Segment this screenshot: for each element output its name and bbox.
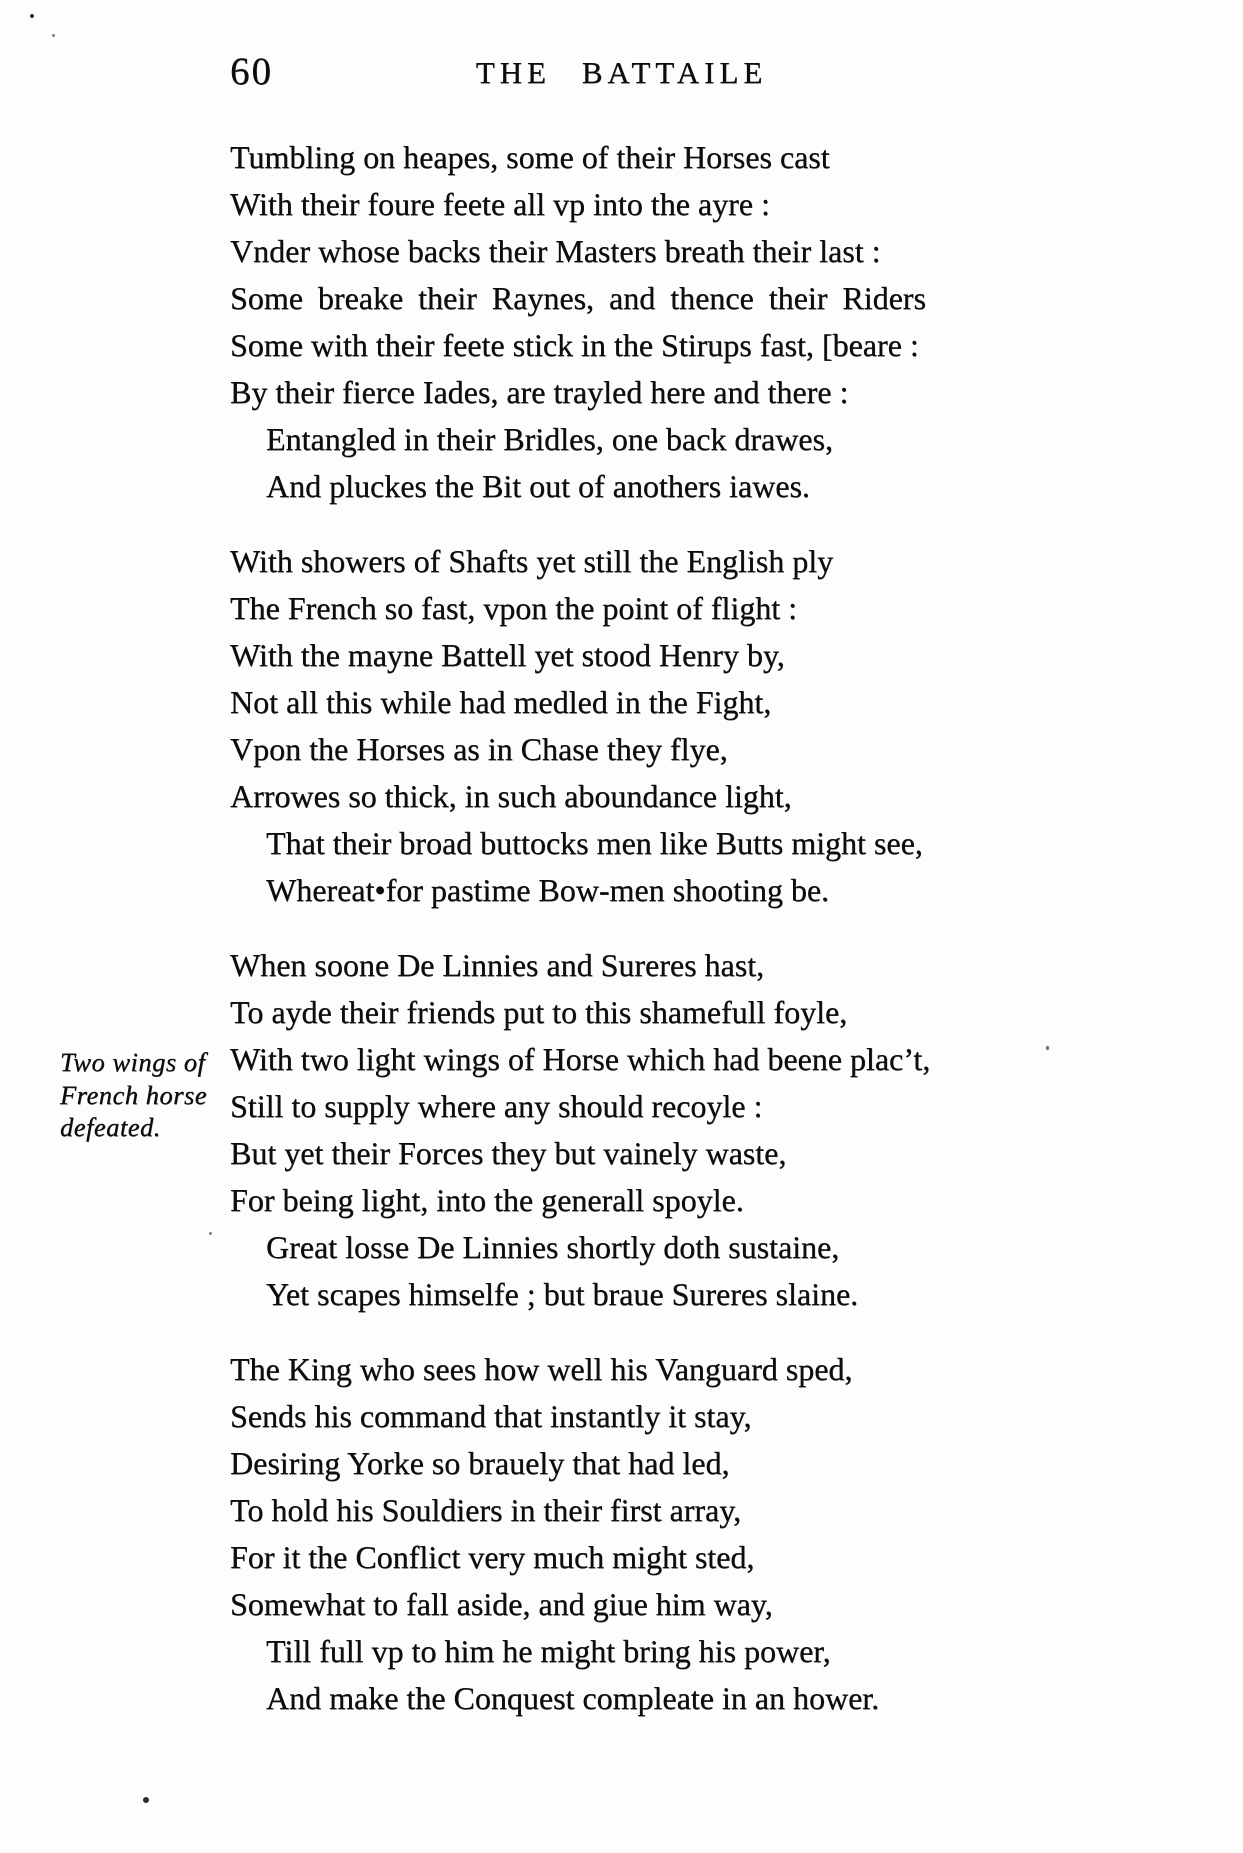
poem-line: To hold his Souldiers in their first array,: [230, 1492, 742, 1528]
poem-line: Some with their feete stick in the Stirups fast, [beare :: [230, 327, 919, 363]
poem-line: With the mayne Battell yet stood Henry by,: [230, 637, 785, 673]
poem-line: For being light, into the generall spoyle.: [230, 1182, 744, 1218]
poem-line: With their foure feete all vp into the ayre :: [230, 186, 770, 222]
page-number: 60: [230, 50, 273, 93]
scan-speckle: [209, 1232, 212, 1235]
poem-line: The King who sees how well his Vanguard sped,: [230, 1351, 853, 1387]
poem-line: Great losse De Linnies shortly doth sustaine,: [266, 1229, 840, 1265]
margin-note-line: Two wings of: [60, 1047, 206, 1077]
poem-line: Whereat•for pastime Bow-men shooting be.: [266, 872, 830, 908]
margin-note-line: defeated.: [60, 1112, 161, 1142]
poem-line: Yet scapes himselfe ; but braue Sureres slaine.: [266, 1276, 859, 1312]
page-header-title: THE BATTAILE: [475, 55, 768, 90]
poem-line: Arrowes so thick, in such aboundance light,: [230, 778, 792, 814]
poem-line: Vnder whose backs their Masters breath their last :: [230, 233, 881, 269]
poem-line: By their fierce Iades, are trayled here and there :: [230, 374, 849, 410]
stanza: [230, 942, 930, 1318]
poem: [230, 134, 930, 1750]
poem-line: But yet their Forces they but vainely waste,: [230, 1135, 787, 1171]
stanza: [230, 538, 930, 914]
poem-line: The French so fast, vpon the point of flight :: [230, 590, 798, 626]
poem-line: Still to supply where any should recoyle :: [230, 1088, 763, 1124]
poem-line: And pluckes the Bit out of anothers iawes.: [266, 468, 810, 504]
poem-line: Till full vp to him he might bring his power,: [266, 1633, 831, 1669]
margin-note-line: French horse: [60, 1079, 208, 1110]
poem-line: And make the Conquest compleate in an hower.: [266, 1680, 880, 1716]
scan-speckle: [143, 1797, 149, 1803]
scan-speckle: [1046, 1046, 1049, 1050]
stanza: [230, 1346, 930, 1722]
poem-line: With showers of Shafts yet still the English ply: [230, 543, 834, 579]
poem-line: Entangled in their Bridles, one back drawes,: [266, 421, 833, 457]
poem-line: Somewhat to fall aside, and giue him way,: [230, 1586, 773, 1622]
poem-line: Vpon the Horses as in Chase they flye,: [230, 731, 728, 767]
poem-line: When soone De Linnies and Sureres hast,: [230, 947, 765, 983]
poem-line: To ayde their friends put to this shamefull foyle,: [230, 994, 848, 1030]
stanza: [230, 134, 930, 510]
poem-line: For it the Conflict very much might sted,: [230, 1539, 755, 1575]
poem-line: Sends his command that instantly it stay,: [230, 1398, 752, 1434]
poem-line: That their broad buttocks men like Butts might see,: [266, 825, 923, 861]
margin-note: [60, 1046, 250, 1144]
poem-line: Tumbling on heapes, some of their Horses cast: [230, 139, 830, 175]
poem-line: Not all this while had medled in the Fight,: [230, 684, 772, 720]
poem-line: With two light wings of Horse which had beene plac’t,: [230, 1041, 931, 1077]
scan-speckle: [52, 34, 55, 37]
scan-speckle: [30, 14, 34, 18]
poem-line: Desiring Yorke so brauely that had led,: [230, 1445, 730, 1481]
poem-line: Some breake their Raynes, and thence their Riders: [230, 280, 926, 316]
